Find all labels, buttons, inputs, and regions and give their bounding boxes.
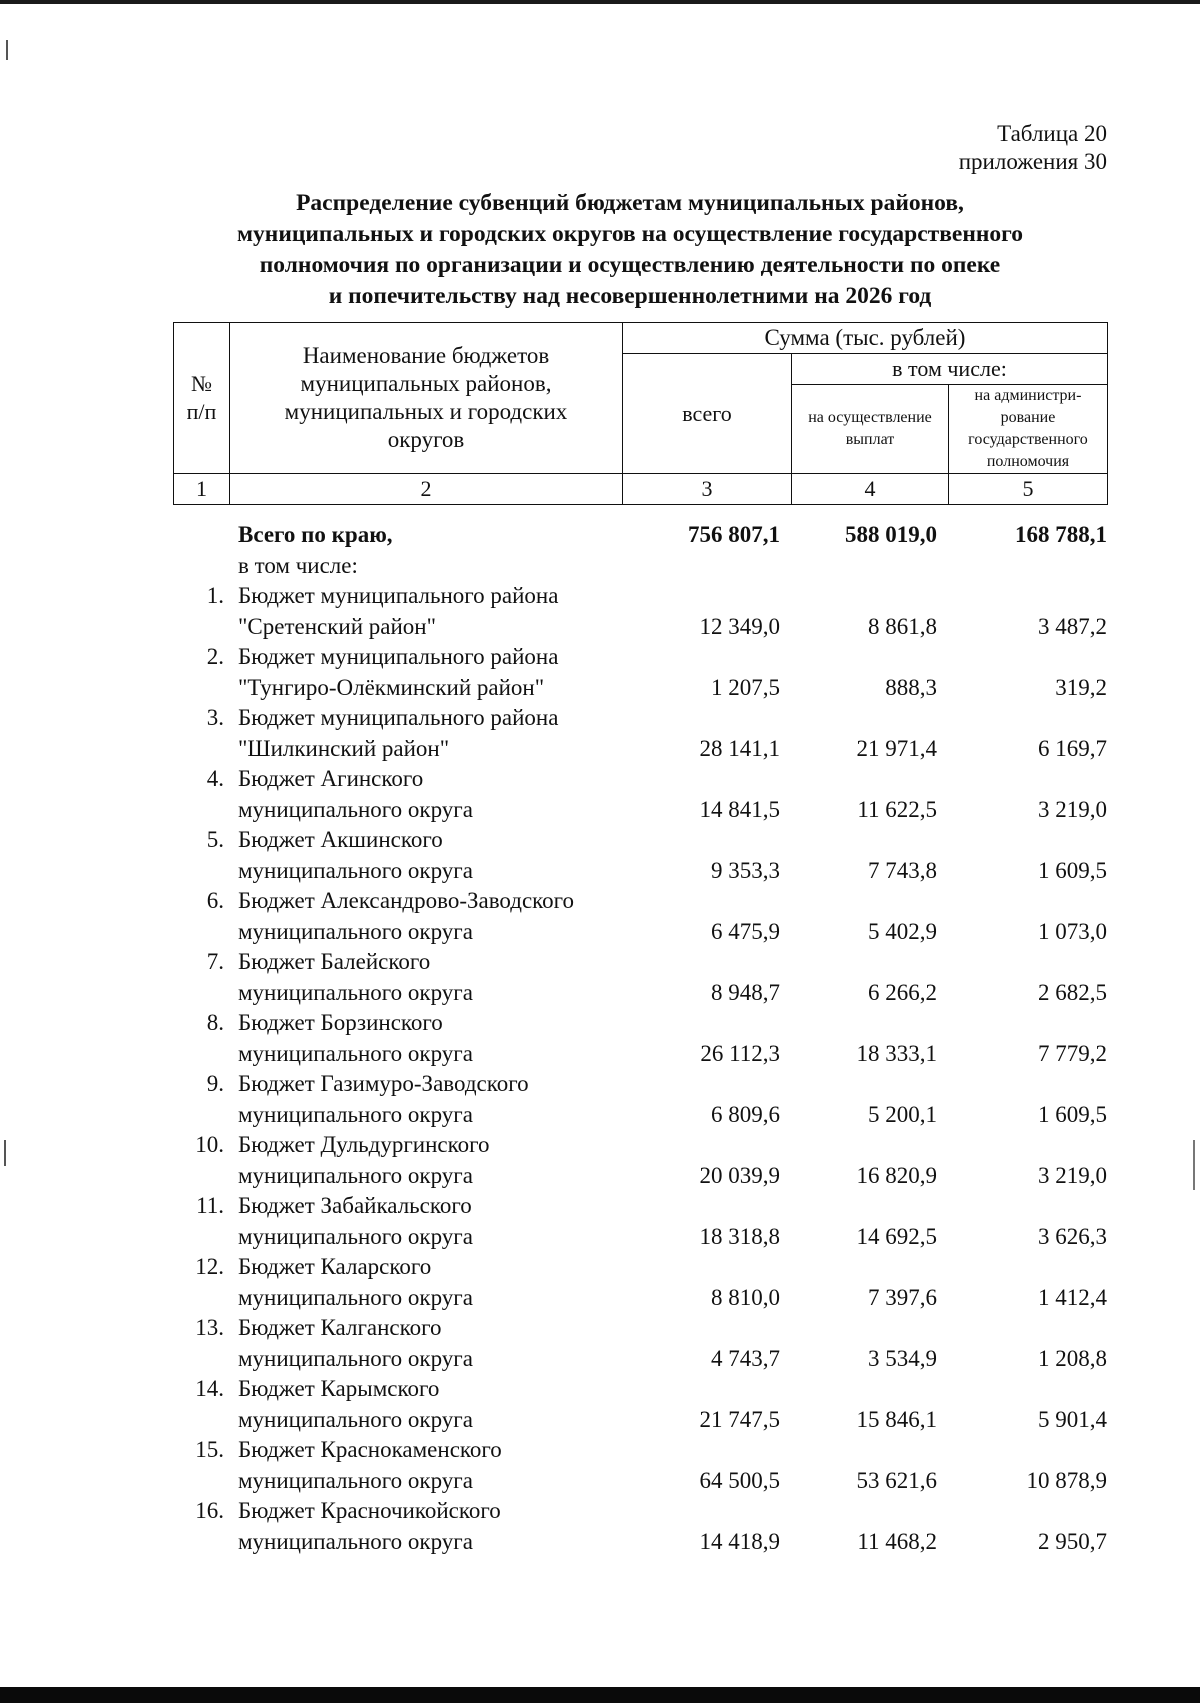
row-admin <box>941 642 1107 703</box>
row-total-value: 64 500,5 <box>699 1467 780 1493</box>
row-admin-value: 2 950,7 <box>1038 1528 1107 1554</box>
scan-border-top <box>0 0 1200 4</box>
row-total <box>608 1435 784 1496</box>
row-total-value: 8 810,0 <box>711 1284 780 1310</box>
row-number <box>173 764 228 825</box>
table-row <box>173 825 1107 886</box>
row-number <box>173 1252 228 1313</box>
row-name <box>228 1069 608 1130</box>
row-payments <box>784 642 941 703</box>
row-payments-value: 888,3 <box>885 674 937 700</box>
row-total-value: 21 747,5 <box>699 1406 780 1432</box>
row-name-line: Бюджет муниципального района <box>238 705 559 730</box>
row-admin <box>941 581 1107 642</box>
row-name-line: Бюджет Акшинского <box>238 827 443 852</box>
row-total-value: 12 349,0 <box>699 613 780 639</box>
scan-mark-left-lower <box>4 1140 6 1166</box>
row-payments <box>784 1435 941 1496</box>
total-num <box>173 520 228 551</box>
row-name-line: Бюджет Каларского <box>238 1254 432 1279</box>
row-number-value: 8. <box>206 1010 224 1035</box>
row-admin-value: 1 412,4 <box>1038 1284 1107 1310</box>
row-admin <box>941 1191 1107 1252</box>
row-total <box>608 764 784 825</box>
row-total-value: 18 318,8 <box>699 1223 780 1249</box>
row-number-value: 9. <box>206 1071 224 1096</box>
table-row <box>173 886 1107 947</box>
column-number-4: 4 <box>792 474 949 505</box>
row-payments-value: 7 397,6 <box>868 1284 937 1310</box>
table-row <box>173 947 1107 1008</box>
including-num <box>173 551 228 582</box>
table-row <box>173 764 1107 825</box>
row-name-line: муниципального округа <box>238 1467 473 1493</box>
row-number <box>173 1496 228 1557</box>
row-name-line: Бюджет Красночикойского <box>238 1498 501 1523</box>
title-line: и попечительству над несовершеннолетними на 2026 год <box>328 283 932 309</box>
row-name-line: Бюджет Дульдургинского <box>238 1132 490 1157</box>
row-total <box>608 1496 784 1557</box>
row-admin-value: 2 682,5 <box>1038 979 1107 1005</box>
table-header <box>173 322 1108 505</box>
table-number: Таблица 20 <box>997 121 1107 146</box>
row-name-line: Бюджет Краснокаменского <box>238 1437 502 1462</box>
row-total <box>608 947 784 1008</box>
row-name-line: муниципального округа <box>238 1040 473 1066</box>
row-number-value: 16. <box>195 1498 224 1523</box>
header-name-line: Наименование бюджетов <box>302 343 550 368</box>
row-number-value: 3. <box>206 705 224 730</box>
row-number-value: 1. <box>206 583 224 608</box>
row-number-value: 13. <box>195 1315 224 1340</box>
row-name-line: муниципального округа <box>238 1223 473 1249</box>
row-total <box>608 703 784 764</box>
scan-mark-right <box>1193 1140 1195 1190</box>
row-name-line: муниципального округа <box>238 1345 473 1371</box>
row-name-line: Бюджет муниципального района <box>238 583 559 608</box>
row-payments-value: 53 621,6 <box>856 1467 937 1493</box>
row-name <box>228 1008 608 1069</box>
row-name-line: Бюджет Калганского <box>238 1315 442 1340</box>
total-sum: 756 807,1 <box>688 522 780 547</box>
row-total-value: 26 112,3 <box>700 1040 780 1066</box>
row-name <box>228 825 608 886</box>
header-name-line: округов <box>387 427 465 452</box>
header-payments-line: на осуществление <box>808 409 932 426</box>
header-sum: Сумма (тыс. рублей) <box>623 323 1108 354</box>
column-number-1: 1 <box>174 474 230 505</box>
appendix-number: приложения 30 <box>958 149 1107 174</box>
row-name <box>228 1435 608 1496</box>
row-payments <box>784 1191 941 1252</box>
row-total <box>608 1069 784 1130</box>
row-name <box>228 886 608 947</box>
header-admin-line: на администри- <box>974 387 1082 404</box>
row-number-value: 14. <box>195 1376 224 1401</box>
row-number <box>173 1008 228 1069</box>
row-name-line: Бюджет Балейского <box>238 949 431 974</box>
row-name-line: муниципального округа <box>238 1406 473 1432</box>
row-payments-value: 11 468,2 <box>857 1528 937 1554</box>
row-admin <box>941 1374 1107 1435</box>
row-total <box>608 581 784 642</box>
row-name-line: муниципального округа <box>238 979 473 1005</box>
row-admin-value: 7 779,2 <box>1038 1040 1107 1066</box>
table-body <box>173 520 1107 1557</box>
header-payments <box>792 385 949 474</box>
row-payments <box>784 825 941 886</box>
row-name-line: муниципального округа <box>238 1528 473 1554</box>
row-name-line: Бюджет Александрово-Заводского <box>238 888 575 913</box>
row-number <box>173 703 228 764</box>
row-number <box>173 886 228 947</box>
row-name <box>228 581 608 642</box>
row-name-line: Бюджет Газимуро-Заводского <box>238 1071 529 1096</box>
row-total <box>608 1313 784 1374</box>
row-payments-value: 14 692,5 <box>856 1223 937 1249</box>
table-row <box>173 1496 1107 1557</box>
row-admin-value: 319,2 <box>1055 674 1107 700</box>
header-budget-name <box>230 323 623 474</box>
row-number-value: 6. <box>206 888 224 913</box>
row-name-line: муниципального округа <box>238 857 473 883</box>
row-name-line: муниципального округа <box>238 796 473 822</box>
row-admin-value: 3 219,0 <box>1038 796 1107 822</box>
row-admin <box>941 1252 1107 1313</box>
row-name <box>228 764 608 825</box>
table-row <box>173 1313 1107 1374</box>
header-admin-line: полномочия <box>986 453 1070 470</box>
row-admin <box>941 825 1107 886</box>
row-number <box>173 1130 228 1191</box>
row-number-value: 15. <box>195 1437 224 1462</box>
row-payments <box>784 1008 941 1069</box>
row-payments <box>784 764 941 825</box>
header-name-line: муниципальных районов, <box>300 371 552 396</box>
row-payments <box>784 1252 941 1313</box>
scan-border-bottom <box>0 1687 1200 1703</box>
row-admin-value: 3 626,3 <box>1038 1223 1107 1249</box>
row-name-line: "Шилкинский район" <box>238 735 450 761</box>
budget-rows <box>173 581 1107 1557</box>
row-admin-value: 5 901,4 <box>1038 1406 1107 1432</box>
row-total-value: 6 475,9 <box>711 918 780 944</box>
header-number-abbr: п/п <box>186 399 217 424</box>
row-payments-value: 16 820,9 <box>856 1162 937 1188</box>
row-number <box>173 1374 228 1435</box>
header-including: в том числе: <box>792 354 1108 385</box>
row-number <box>173 947 228 1008</box>
column-number-3: 3 <box>623 474 792 505</box>
row-number <box>173 825 228 886</box>
row-number-value: 5. <box>206 827 224 852</box>
row-name-line: "Тунгиро-Олёкминский район" <box>238 674 545 700</box>
row-name-line: Бюджет Агинского <box>238 766 424 791</box>
row-total <box>608 642 784 703</box>
total-payments: 588 019,0 <box>845 522 937 547</box>
row-total-value: 14 841,5 <box>699 796 780 822</box>
row-payments-value: 8 861,8 <box>868 613 937 639</box>
row-admin <box>941 1069 1107 1130</box>
row-total-value: 9 353,3 <box>711 857 780 883</box>
row-admin-value: 6 169,7 <box>1038 735 1107 761</box>
row-number-value: 10. <box>195 1132 224 1157</box>
header-number <box>174 323 230 474</box>
scan-mark-left <box>6 40 8 60</box>
row-name-line: муниципального округа <box>238 918 473 944</box>
row-total <box>608 825 784 886</box>
total-row <box>173 520 1107 551</box>
row-admin-value: 1 208,8 <box>1038 1345 1107 1371</box>
table-row <box>173 703 1107 764</box>
row-admin <box>941 1496 1107 1557</box>
row-name <box>228 703 608 764</box>
row-payments-value: 15 846,1 <box>856 1406 937 1432</box>
row-name-line: муниципального округа <box>238 1284 473 1310</box>
row-payments <box>784 1313 941 1374</box>
row-total <box>608 1374 784 1435</box>
title-line: муниципальных и городских округов на осуществление государственного <box>237 221 1023 247</box>
title-line: Распределение субвенций бюджетам муниципальных районов, <box>296 190 964 216</box>
row-number-value: 4. <box>206 766 224 791</box>
row-total <box>608 1252 784 1313</box>
row-name-line: муниципального округа <box>238 1162 473 1188</box>
row-name <box>228 1374 608 1435</box>
table-row <box>173 1435 1107 1496</box>
row-number <box>173 1191 228 1252</box>
row-payments <box>784 1069 941 1130</box>
row-admin <box>941 1008 1107 1069</box>
row-name <box>228 1496 608 1557</box>
row-admin-value: 1 609,5 <box>1038 857 1107 883</box>
title-line: полномочия по организации и осуществлению деятельности по опеке <box>259 252 1001 278</box>
header-number-sign: № <box>191 371 212 396</box>
row-admin-value: 10 878,9 <box>1026 1467 1107 1493</box>
row-total <box>608 1191 784 1252</box>
row-admin <box>941 947 1107 1008</box>
row-admin <box>941 886 1107 947</box>
row-admin <box>941 1435 1107 1496</box>
header-total: всего <box>623 354 792 474</box>
row-payments <box>784 1496 941 1557</box>
row-name-line: "Сретенский район" <box>238 613 436 639</box>
row-payments-value: 5 200,1 <box>868 1101 937 1127</box>
header-payments-line: выплат <box>845 431 895 448</box>
row-total-value: 28 141,1 <box>699 735 780 761</box>
row-name-line: Бюджет муниципального района <box>238 644 559 669</box>
column-number-5: 5 <box>949 474 1108 505</box>
table-row <box>173 642 1107 703</box>
row-total-value: 4 743,7 <box>711 1345 780 1371</box>
table-row <box>173 1252 1107 1313</box>
table-row <box>173 1374 1107 1435</box>
document-title <box>160 188 1100 312</box>
row-admin-value: 1 073,0 <box>1038 918 1107 944</box>
row-payments-value: 7 743,8 <box>868 857 937 883</box>
table-row <box>173 1191 1107 1252</box>
header-admin-line: рование <box>1000 409 1056 426</box>
row-number-value: 12. <box>195 1254 224 1279</box>
row-payments-value: 11 622,5 <box>857 796 937 822</box>
row-name <box>228 1130 608 1191</box>
row-total <box>608 1130 784 1191</box>
row-admin-value: 1 609,5 <box>1038 1101 1107 1127</box>
table-row <box>173 1130 1107 1191</box>
table-reference <box>959 120 1107 176</box>
row-total <box>608 886 784 947</box>
row-payments <box>784 886 941 947</box>
row-number <box>173 1435 228 1496</box>
row-number <box>173 642 228 703</box>
column-number-2: 2 <box>230 474 623 505</box>
row-payments <box>784 581 941 642</box>
row-name-line: Бюджет Забайкальского <box>238 1193 472 1218</box>
table-row <box>173 1069 1107 1130</box>
row-name <box>228 1252 608 1313</box>
row-payments-value: 5 402,9 <box>868 918 937 944</box>
total-label: Всего по краю, <box>238 522 393 547</box>
including-row <box>173 551 1107 582</box>
row-payments <box>784 703 941 764</box>
row-total-value: 6 809,6 <box>711 1101 780 1127</box>
row-name <box>228 1191 608 1252</box>
row-total-value: 1 207,5 <box>711 674 780 700</box>
row-payments <box>784 947 941 1008</box>
row-admin <box>941 703 1107 764</box>
row-admin <box>941 1130 1107 1191</box>
row-name <box>228 947 608 1008</box>
table-row <box>173 581 1107 642</box>
row-admin <box>941 1313 1107 1374</box>
row-admin <box>941 764 1107 825</box>
row-number-value: 7. <box>206 949 224 974</box>
row-total-value: 8 948,7 <box>711 979 780 1005</box>
row-payments-value: 3 534,9 <box>868 1345 937 1371</box>
row-number-value: 11. <box>196 1193 224 1218</box>
row-number <box>173 581 228 642</box>
including-label: в том числе: <box>238 552 358 578</box>
row-payments-value: 18 333,1 <box>856 1040 937 1066</box>
header-administration <box>949 385 1108 474</box>
row-name <box>228 642 608 703</box>
row-total-value: 20 039,9 <box>699 1162 780 1188</box>
row-name <box>228 1313 608 1374</box>
row-admin-value: 3 487,2 <box>1038 613 1107 639</box>
row-number <box>173 1069 228 1130</box>
row-number-value: 2. <box>206 644 224 669</box>
row-payments-value: 6 266,2 <box>868 979 937 1005</box>
row-name-line: Бюджет Карымского <box>238 1376 440 1401</box>
header-name-line: муниципальных и городских <box>284 399 568 424</box>
row-number <box>173 1313 228 1374</box>
table-row <box>173 1008 1107 1069</box>
row-total-value: 14 418,9 <box>699 1528 780 1554</box>
row-payments-value: 21 971,4 <box>856 735 937 761</box>
row-payments <box>784 1130 941 1191</box>
row-payments <box>784 1374 941 1435</box>
total-admin: 168 788,1 <box>1015 522 1107 547</box>
row-admin-value: 3 219,0 <box>1038 1162 1107 1188</box>
row-name-line: Бюджет Борзинского <box>238 1010 443 1035</box>
header-admin-line: государственного <box>968 431 1088 448</box>
row-total <box>608 1008 784 1069</box>
row-name-line: муниципального округа <box>238 1101 473 1127</box>
